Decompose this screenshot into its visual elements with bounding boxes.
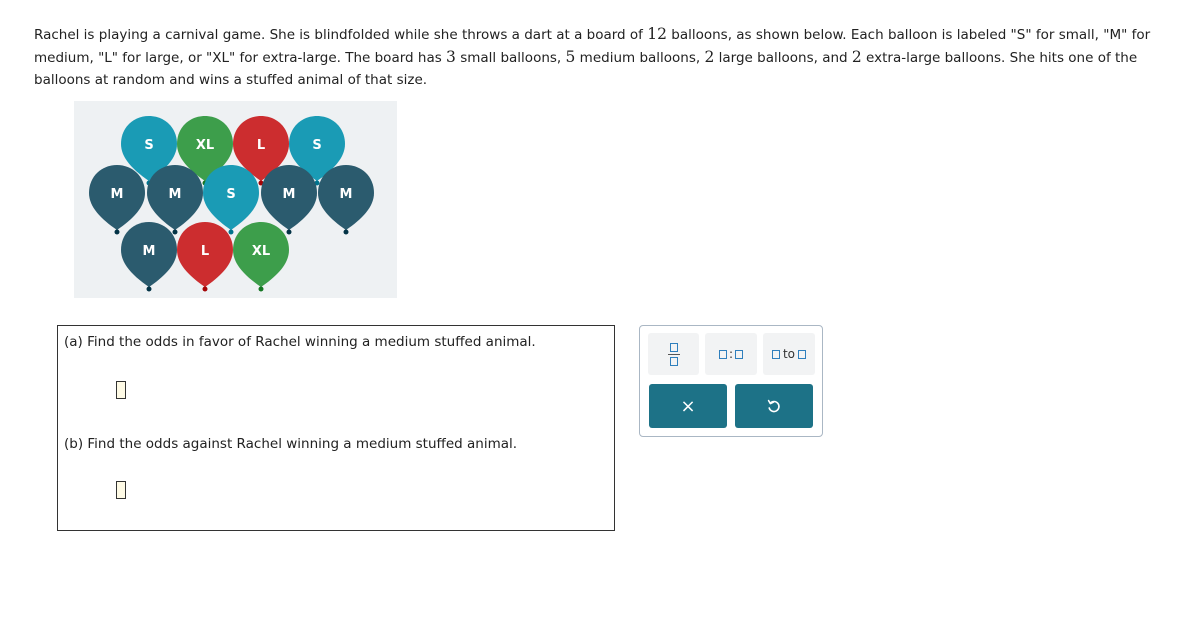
clear-button[interactable]: [649, 384, 727, 428]
problem-text: extra-large balloons. She hits one of the balloons at random and wins a stuffed animal of that size.: [34, 50, 1138, 88]
problem-text: balloons, as shown below. Each balloon is labeled "S" for small, "M" for medium, "L" for large, or "XL" for extra-large. The board has: [34, 27, 1151, 66]
balloon-board-svg: [74, 101, 397, 298]
fraction-button[interactable]: [648, 333, 699, 375]
ratio-colon-button[interactable]: [705, 333, 757, 375]
ratio-colon-label: :: [728, 347, 734, 361]
balloon-label: M: [339, 187, 353, 202]
problem-text: small balloons,: [455, 50, 566, 66]
balloon-xl: [233, 222, 289, 292]
close-icon: ×: [680, 395, 696, 417]
problem-statement: [34, 23, 1174, 91]
balloon-m: [318, 165, 374, 235]
answer-panel: [57, 325, 615, 531]
balloon-label: XL: [195, 138, 215, 153]
balloon-label: S: [312, 138, 322, 153]
balloon-label: L: [200, 244, 210, 259]
ratio-to-label: to: [782, 347, 796, 361]
part-b-answer-input[interactable]: [116, 481, 126, 499]
problem-text: large balloons, and: [714, 50, 852, 66]
undo-button[interactable]: [735, 384, 813, 428]
balloon-label: XL: [251, 244, 271, 259]
undo-icon: [766, 398, 782, 414]
placeholder-box-icon: [719, 350, 727, 359]
xl-balloons-count: 2: [851, 48, 862, 66]
placeholder-box-icon: [735, 350, 743, 359]
part-a-answer-input[interactable]: [116, 381, 126, 399]
placeholder-box-icon: [772, 350, 780, 359]
balloon-m: [121, 222, 177, 292]
large-balloons-count: 2: [704, 48, 715, 66]
problem-text: medium balloons,: [575, 50, 705, 66]
balloon-l: [177, 222, 233, 292]
balloon-label: M: [282, 187, 296, 202]
balloon-label: L: [256, 138, 266, 153]
balloon-label: M: [142, 244, 156, 259]
total-balloons-count: 12: [647, 25, 667, 43]
math-toolbox: [639, 325, 823, 437]
ratio-to-button[interactable]: [763, 333, 815, 375]
fraction-icon: [668, 343, 680, 366]
small-balloons-count: 3: [446, 48, 456, 66]
balloon-label: S: [144, 138, 154, 153]
balloon-label: S: [226, 187, 236, 202]
part-a-question: (a) Find the odds in favor of Rachel winning a medium stuffed animal.: [64, 334, 536, 350]
part-b-question: (b) Find the odds against Rachel winning a medium stuffed animal.: [64, 436, 518, 452]
problem-text: Rachel is playing a carnival game. She is blindfolded while she throws a dart at a board of: [34, 27, 648, 43]
medium-balloons-count: 5: [565, 48, 576, 66]
balloon-board-figure: [74, 101, 397, 298]
balloon-m: [89, 165, 145, 235]
placeholder-box-icon: [798, 350, 806, 359]
balloon-label: M: [168, 187, 182, 202]
balloon-label: M: [110, 187, 124, 202]
